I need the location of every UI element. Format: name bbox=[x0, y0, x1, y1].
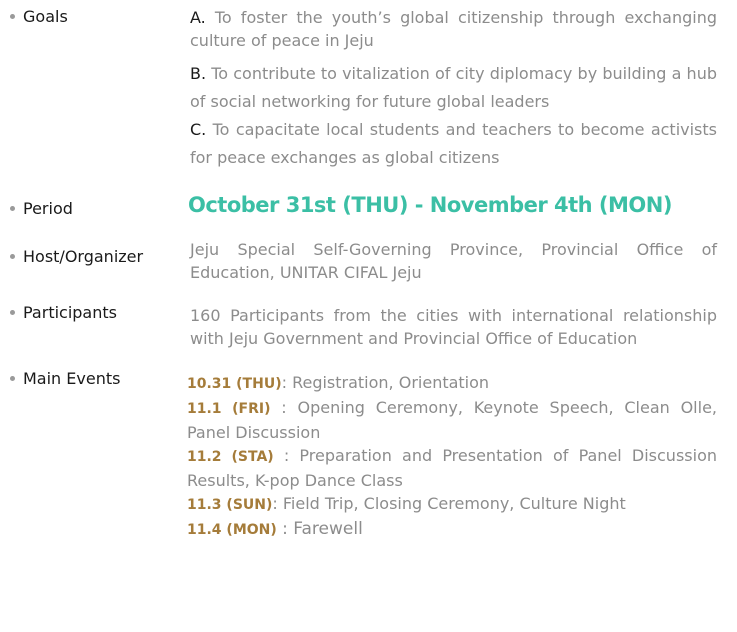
period-value: October 31st (THU) - November 4th (MON) bbox=[188, 193, 672, 217]
participants-label: Participants bbox=[10, 303, 117, 322]
event-date: 10.31 (THU) bbox=[187, 376, 282, 392]
host-value: Jeju Special Self-Governing Province, Provincial Office of Education, UNITAR CIFAL Jeju bbox=[190, 240, 717, 282]
period-label: Period bbox=[10, 199, 73, 218]
goal-item-a bbox=[190, 6, 717, 52]
bullet-icon bbox=[10, 376, 15, 381]
main-events-list bbox=[187, 371, 717, 542]
event-text: : Field Trip, Closing Ceremony, Culture Night bbox=[272, 494, 626, 513]
event-item bbox=[187, 371, 717, 396]
event-date: 11.2 (STA) bbox=[187, 449, 274, 465]
goal-text: To contribute to vitalization of city diplomacy by building a hub of social networking for future global leaders bbox=[190, 64, 717, 111]
event-date: 11.3 (SUN) bbox=[187, 497, 273, 513]
main-events-label: Main Events bbox=[10, 369, 120, 388]
goal-letter: C. bbox=[190, 120, 207, 139]
goal-letter: B. bbox=[190, 64, 207, 83]
event-text: : Farewell bbox=[276, 519, 363, 539]
event-date: 11.4 (MON) bbox=[187, 522, 277, 538]
goal-text: To foster the youth’s global citizenship through exchanging culture of peace in Jeju bbox=[190, 8, 717, 50]
event-text: : Registration, Orientation bbox=[281, 373, 490, 392]
goal-item-b bbox=[190, 60, 717, 116]
bullet-icon bbox=[10, 14, 15, 19]
event-item bbox=[187, 444, 717, 492]
goals-label: Goals bbox=[10, 7, 68, 26]
participants-value: 160 Participants from the cities with international relationship with Jeju Government and Provincial Office of Education bbox=[190, 306, 717, 348]
goal-item-c bbox=[190, 116, 717, 172]
event-date: 11.1 (FRI) bbox=[187, 401, 271, 417]
host-label: Host/Organizer bbox=[10, 247, 143, 266]
event-item bbox=[187, 396, 717, 444]
goal-text: To capacitate local students and teachers to become activists for peace exchanges as global citizens bbox=[190, 120, 717, 167]
goal-letter: A. bbox=[190, 8, 206, 27]
bullet-icon bbox=[10, 310, 15, 315]
bullet-icon bbox=[10, 254, 15, 259]
event-text: : Preparation and Presentation of Panel Discussion Results, K-pop Dance Class bbox=[187, 446, 717, 490]
bullet-icon bbox=[10, 206, 15, 211]
event-item bbox=[187, 492, 717, 517]
event-text: : Opening Ceremony, Keynote Speech, Clean Olle, Panel Discussion bbox=[187, 398, 717, 442]
goals-list bbox=[190, 6, 717, 172]
event-item bbox=[187, 517, 717, 542]
